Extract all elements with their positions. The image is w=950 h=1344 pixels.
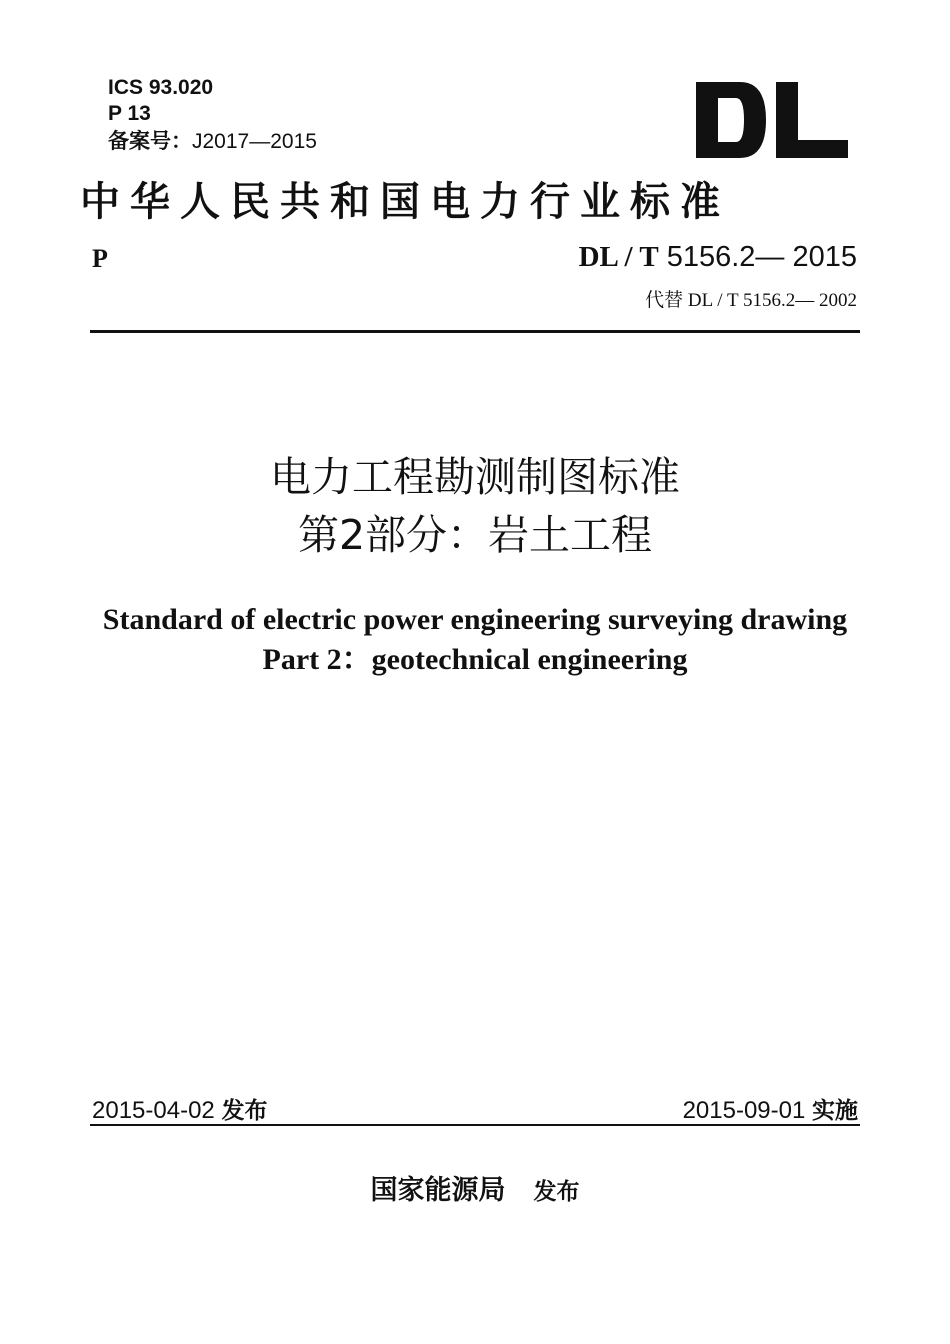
issue-date [92,1092,267,1125]
issuer [0,1168,950,1207]
record-number [108,130,317,154]
record-value: J2017—2015 [192,130,317,153]
title-en-line2: Part 2：geotechnical engineering [262,643,688,676]
bottom-divider [90,1124,860,1126]
standard-code: DL / T [578,241,659,273]
effective-label: 实施 [812,1098,858,1124]
title-cn-line2: 第2部分：岩土工程 [297,511,653,559]
top-divider [90,330,860,333]
effective-date-value: 2015-09-01 [682,1097,806,1124]
replaces-standard: 代替 DL / T 5156.2— 2002 [645,290,857,311]
category-code: P [92,244,108,273]
ics-code: ICS 93.020 [108,76,214,99]
classification-code: P 13 [108,102,151,125]
issue-label: 发布 [221,1098,268,1124]
issuer-action: 发布 [533,1178,580,1205]
record-label: 备案号： [108,130,192,153]
effective-date [683,1092,858,1125]
dl-logo [692,80,852,160]
industry-standard-title: 中华人民共和国电力行业标准 [80,178,730,225]
issue-date-value: 2015-04-02 [92,1097,215,1124]
title-en-line1: Standard of electric power engineering surveying drawing [102,603,848,636]
title-cn-line1: 电力工程勘测制图标准 [270,453,680,501]
standard-number-value: 5156.2— 2015 [666,241,857,273]
issuer-organization: 国家能源局 [370,1175,506,1206]
standard-number [579,241,857,274]
